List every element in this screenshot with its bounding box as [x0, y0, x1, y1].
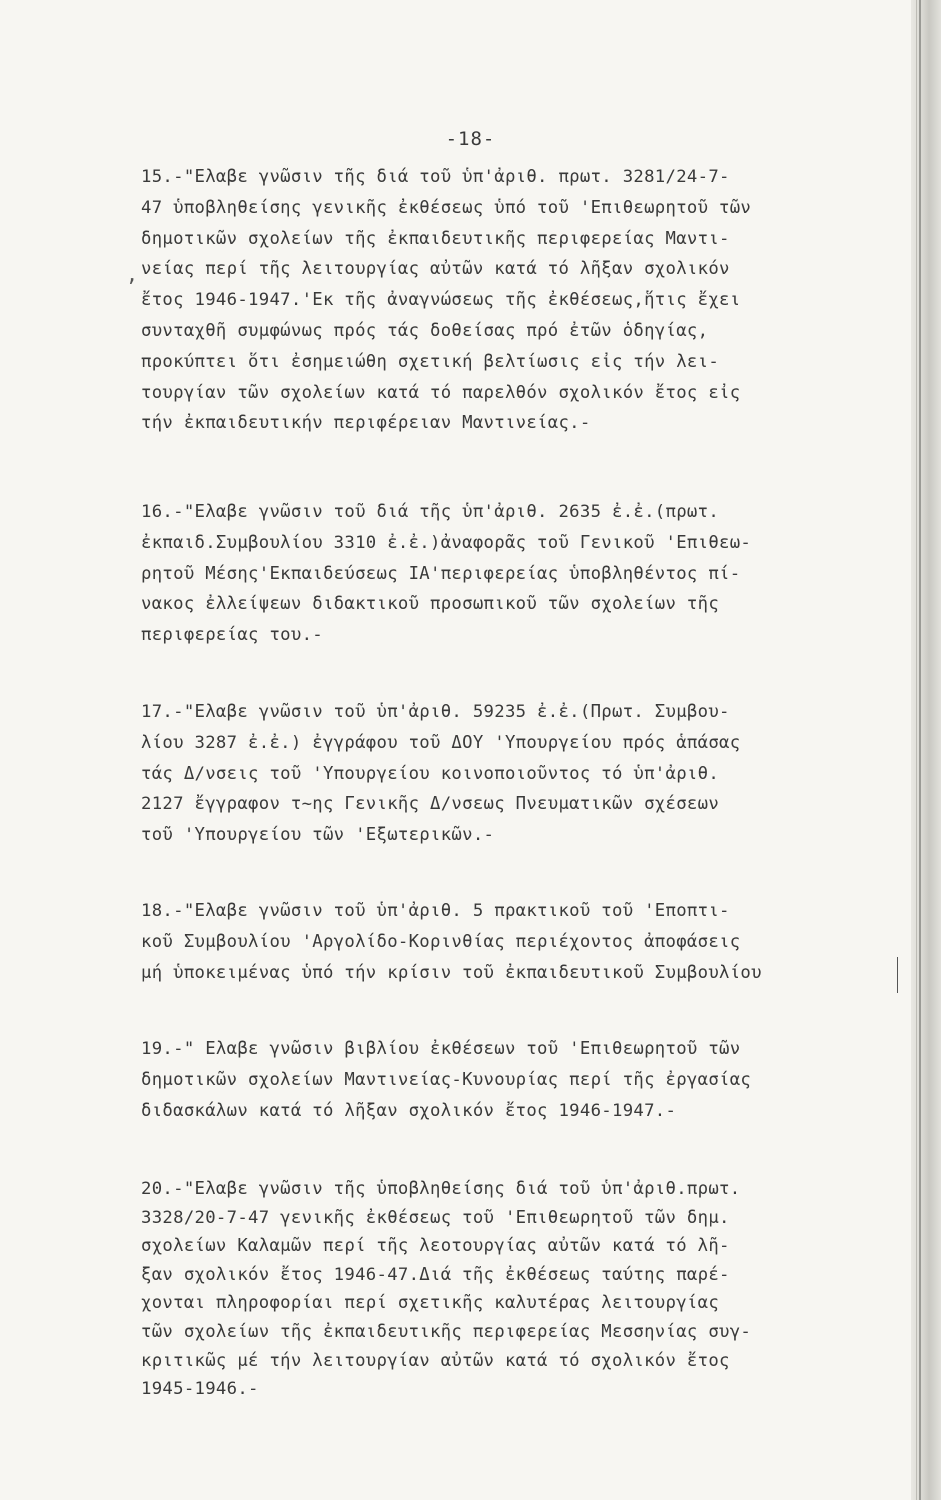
text-line: διδασκάλων κατά τό λῆξαν σχολικόν ἔτος 1946-1947.-: [141, 1100, 677, 1121]
text-line: 16.-"Ελαβε γνῶσιν τοῦ διά τῆς ὑπ'ἀριθ. 2635 ἐ.ἐ.(πρωτ.: [141, 502, 720, 522]
text-line: δημοτικῶν σχολείων Μαντινείας-Κυνουρίας περί τῆς ἐργασίας: [141, 1069, 752, 1090]
text-line: 20.-"Ελαβε γνῶσιν τῆς ὑποβληθείσης διά τοῦ ὑπ'ἀριθ.πρωτ.: [141, 1179, 741, 1199]
minutes-item-20: [141, 1175, 893, 1404]
text-line: ξαν σχολικόν ἔτος 1946-47.Διά τῆς ἐκθέσεως ταύτης παρέ-: [141, 1264, 730, 1285]
text-line: νακος ἐλλείψεων διδακτικοῦ προσωπικοῦ τῶν σχολείων τῆς: [141, 594, 720, 615]
text-line: 47 ὑποβληθείσης γενικῆς ἐκθέσεως ὑπό τοῦ 'Επιθεωρητοῦ τῶν: [141, 197, 752, 218]
text-line: δημοτικῶν σχολείων τῆς ἐκπαιδευτικῆς περιφερείας Μαντι-: [141, 228, 730, 249]
minutes-item-18: [141, 896, 893, 988]
text-line: προκύπτει ὅτι ἐσημειώθη σχετική βελτίωσις εἰς τήν λει-: [141, 351, 720, 372]
text-line: 18.-"Ελαβε γνῶσιν τοῦ ὑπ'ἀριθ. 5 πρακτικοῦ τοῦ 'Εποπτι-: [141, 901, 730, 921]
text-line: λίου 3287 ἐ.ἐ.) ἐγγράφου τοῦ ΔΟΥ 'Υπουργείου πρός ἁπάσας: [141, 732, 741, 753]
binding-rule-secondary: [916, 0, 917, 1500]
text-line: τήν ἐκπαιδευτικήν περιφέρειαν Μαντινείας.-: [141, 413, 591, 434]
minutes-item-19: [141, 1034, 893, 1126]
text-line: κριτικῶς μέ τήν λειτουργίαν αὐτῶν κατά τό σχολικόν ἔτος: [141, 1350, 730, 1371]
text-line: περιφερείας του.-: [141, 625, 323, 646]
page-number: -18-: [445, 128, 496, 150]
text-line: 15.-"Ελαβε γνῶσιν τῆς διά τοῦ ὑπ'ἀριθ. πρωτ. 3281/24-7-: [141, 167, 730, 187]
text-line: 1945-1946.-: [141, 1379, 259, 1400]
text-line: ἔτος 1946-1947.'Εκ τῆς ἀναγνώσεως τῆς ἐκθέσεως,ἥτις ἔχει: [141, 290, 741, 311]
text-line: τοῦ 'Υπουργείου τῶν 'Εξωτερικῶν.-: [141, 825, 495, 846]
minutes-item-15: [141, 162, 893, 439]
text-line: κοῦ Συμβουλίου 'Αργολίδο-Κορινθίας περιέχοντος ἀποφάσεις: [141, 931, 741, 952]
margin-tick-mark: ,: [126, 262, 139, 286]
text-line: συνταχθῆ συμφώνως πρός τάς δοθείσας πρό ἐτῶν ὁδηγίας,: [141, 320, 709, 341]
text-line: σχολείων Καλαμῶν περί τῆς λεοτουργίας αὐτῶν κατά τό λῆ-: [141, 1236, 730, 1257]
text-line: νείας περί τῆς λειτουργίας αὐτῶν κατά τό λῆξαν σχολικόν: [141, 259, 730, 280]
text-line: 3328/20-7-47 γενικῆς ἐκθέσεως τοῦ 'Επιθεωρητοῦ τῶν δημ.: [141, 1207, 730, 1228]
text-line: μή ὑποκειμένας ὑπό τήν κρίσιν τοῦ ἐκπαιδευτικοῦ Συμβουλίου: [141, 962, 762, 983]
text-line: 2127 ἔγγραφον τ~ης Γενικῆς Δ/νσεως Πνευματικῶν σχέσεων: [141, 794, 720, 815]
text-line: τάς Δ/νσεις τοῦ 'Υπουργείου κοινοποιοῦντος τό ὑπ'ἀριθ.: [141, 763, 720, 784]
minutes-item-17: [141, 697, 893, 851]
text-line: χονται πληροφορίαι περί σχετικῆς καλυτέρας λειτουργίας: [141, 1293, 720, 1314]
text-line: ἐκπαιδ.Συμβουλίου 3310 ἐ.ἐ.)ἀναφορᾶς τοῦ Γενικοῦ 'Επιθεω-: [141, 532, 752, 553]
binding-rule: [919, 0, 921, 1500]
text-line: 19.-" Ελαβε γνῶσιν βιβλίου ἐκθέσεων τοῦ 'Επιθεωρητοῦ τῶν: [141, 1039, 741, 1059]
text-line: τῶν σχολείων τῆς ἐκπαιδευτικῆς περιφερείας Μεσσηνίας συγ-: [141, 1321, 752, 1342]
minutes-item-16: [141, 497, 893, 651]
text-line: τουργίαν τῶν σχολείων κατά τό παρελθόν σχολικόν ἔτος εἰς: [141, 382, 741, 403]
text-line: 17.-"Ελαβε γνῶσιν τοῦ ὑπ'ἀριθ. 59235 ἐ.ἐ.(Πρωτ. Συμβου-: [141, 702, 730, 722]
text-line: ρητοῦ Μέσης'Εκπαιδεύσεως ΙΑ'περιφερείας ὑποβληθέντος πί-: [141, 563, 741, 584]
margin-bracket-line: [897, 957, 898, 993]
